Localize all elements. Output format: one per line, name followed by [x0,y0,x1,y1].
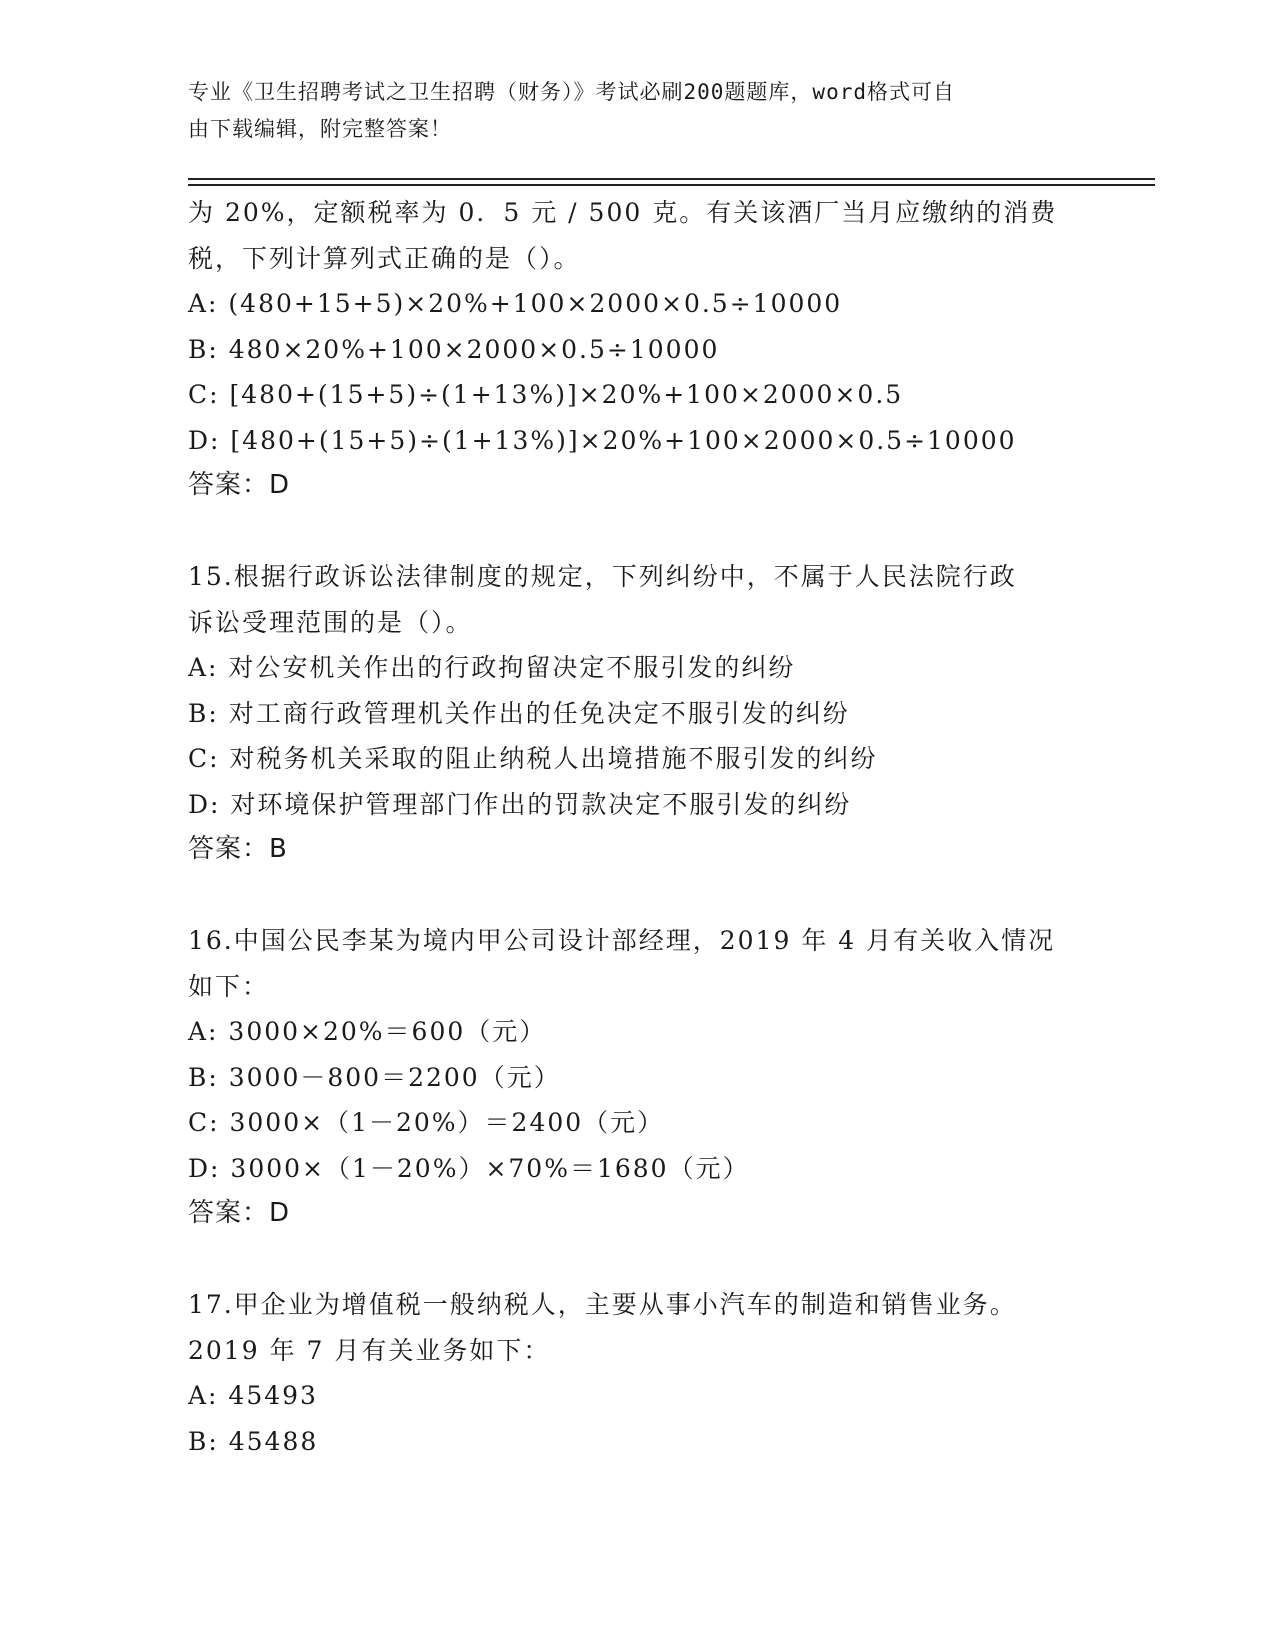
header-title-line-2: 由下载编辑，附完整答案！ [188,117,452,141]
question-stem: 为 20%，定额税率为 0．5 元 / 500 克。有关该酒厂当月应缴纳的消费 [188,198,1058,227]
header-divider-bottom [188,184,1155,186]
option-c: C: 对税务机关采取的阻止纳税人出境措施不服引发的纠纷 [188,744,878,773]
option-c: C: 3000×（1－20%）＝2400（元） [188,1108,665,1137]
question-16 [188,918,1088,1237]
question-stem: 诉讼受理范围的是（）。 [188,607,473,637]
option-d: D: [480+(15+5)÷(1+13%)]×20%+100×2000×0.5÷10000 [188,425,1017,455]
option-b: B: 对工商行政管理机关作出的任免决定不服引发的纠纷 [188,698,850,728]
answer-line: 答案：D [188,1198,291,1228]
question-stem: 税，下列计算列式正确的是（）。 [188,243,581,273]
question-spacer [188,1237,1088,1283]
option-a: A: 对公安机关作出的行政拘留决定不服引发的纠纷 [188,653,796,682]
question-stem: 16.中国公民李某为境内甲公司设计部经理，2019 年 4 月有关收入情况 [188,926,1056,955]
question-stem: 15.根据行政诉讼法律制度的规定，下列纠纷中，不属于人民法院行政 [188,562,1017,591]
question-15 [188,554,1088,873]
question-stem: 如下： [188,971,270,1001]
document-header [188,74,1068,148]
question-stem: 2019 年 7 月有关业务如下： [188,1335,551,1365]
option-d: D: 3000×（1－20%）×70%＝1680（元） [188,1153,750,1183]
header-title-line-1: 专业《卫生招聘考试之卫生招聘（财务）》考试必刷200题题库，word格式可自 [188,80,955,104]
question-stem: 17.甲企业为增值税一般纳税人，主要从事小汽车的制造和销售业务。 [188,1290,1017,1319]
question-spacer [188,509,1088,555]
option-a: A: 45493 [188,1381,318,1410]
question-spacer [188,873,1088,919]
option-a: A: (480+15+5)×20%+100×2000×0.5÷10000 [188,289,843,318]
answer-line: 答案：B [188,834,288,864]
answer-line: 答案：D [188,470,291,500]
question-14 [188,190,1088,509]
option-b: B: 3000－800＝2200（元） [188,1062,561,1092]
question-17 [188,1282,1088,1464]
option-c: C: [480+(15+5)÷(1+13%)]×20%+100×2000×0.5 [188,380,904,409]
option-b: B: 480×20%+100×2000×0.5÷10000 [188,334,720,364]
option-b: B: 45488 [188,1426,319,1456]
header-divider-top [188,178,1155,180]
option-d: D: 对环境保护管理部门作出的罚款决定不服引发的纠纷 [188,789,852,819]
option-a: A: 3000×20%＝600（元） [188,1017,547,1046]
question-list [188,190,1088,1464]
